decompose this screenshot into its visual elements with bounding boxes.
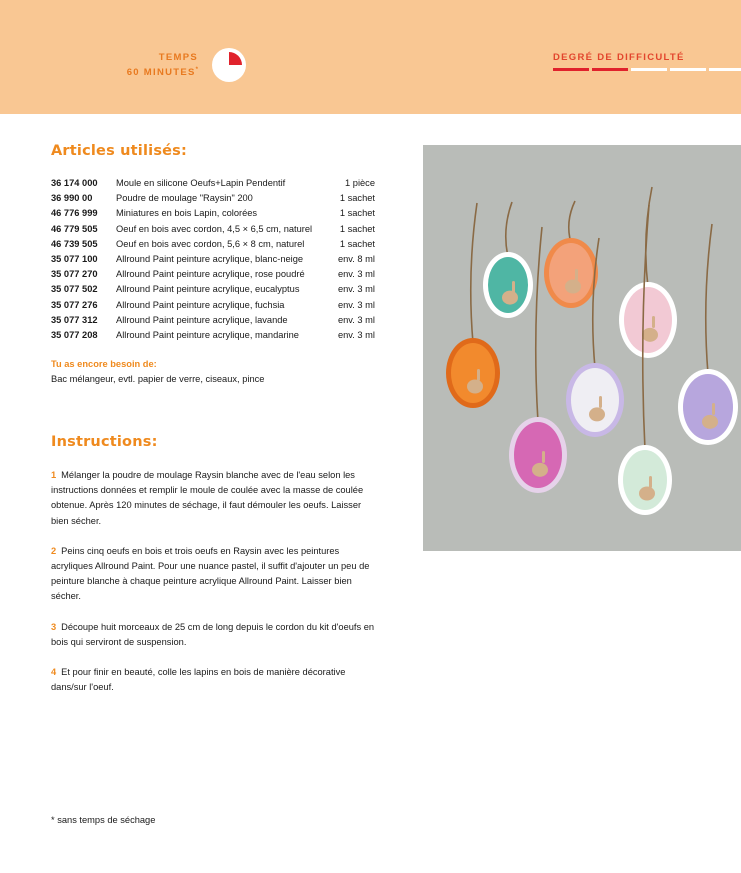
header-band [0, 0, 741, 114]
article-desc: Allround Paint peinture acrylique, eucalyptus [116, 284, 300, 295]
difficulty-label: DEGRÉ DE DIFFICULTÉ [553, 52, 685, 63]
article-desc: Allround Paint peinture acrylique, blanc-neige [116, 254, 304, 265]
article-code: 36 174 000 [51, 178, 98, 188]
clock-icon [212, 48, 246, 82]
article-code: 35 077 208 [51, 330, 98, 341]
article-row [51, 282, 375, 297]
article-desc: Allround Paint peinture acrylique, mandarine [116, 330, 299, 341]
instruction-step [51, 665, 377, 695]
article-code: 35 077 270 [51, 269, 98, 280]
difficulty-bar [631, 68, 667, 71]
article-qty: env. 3 ml [337, 314, 375, 325]
article-code: 35 077 276 [51, 299, 98, 310]
article-qty: env. 3 ml [337, 299, 375, 310]
difficulty-bar [670, 68, 706, 71]
article-row [51, 267, 375, 282]
instruction-step [51, 544, 377, 605]
article-desc: Miniatures en bois Lapin, colorées [116, 208, 258, 219]
article-desc: Allround Paint peinture acrylique, rose poudré [116, 269, 305, 280]
step-text: Mélanger la poudre de moulage Raysin blanche avec de l'eau selon les instructions données et remplir le moule de coulée avec la masse de coulée obtenue. Après 120 minutes de séchage, il faut démouler les oeufs. Laisser bien sécher. [51, 470, 364, 526]
difficulty-meter [553, 68, 741, 71]
article-code: 46 776 999 [51, 208, 98, 219]
difficulty-bar [592, 68, 628, 71]
step-text: Découpe huit morceaux de 25 cm de long depuis le cordon du kit d'oeufs en bois qui serviront de suspension. [51, 621, 375, 647]
article-desc: Oeuf en bois avec cordon, 5,6 × 8 cm, naturel [116, 238, 305, 249]
time-info [100, 52, 198, 79]
article-row [51, 313, 375, 328]
article-qty: env. 3 ml [337, 284, 375, 295]
article-desc: Poudre de moulage "Raysin" 200 [116, 193, 253, 204]
article-row [51, 176, 375, 191]
article-row [51, 237, 375, 252]
time-value: 60 MINUTES [126, 67, 196, 79]
article-code: 35 077 312 [51, 314, 98, 325]
article-row [51, 191, 375, 206]
needed-title: Tu as encore besoin de: [51, 359, 157, 369]
footnote: * sans temps de séchage [51, 815, 156, 825]
article-row [51, 206, 375, 221]
instruction-step [51, 620, 377, 650]
article-code: 35 077 502 [51, 284, 98, 295]
article-code: 36 990 00 [51, 193, 93, 204]
article-qty: 1 pièce [345, 178, 375, 188]
step-number: 4 [51, 667, 57, 678]
article-code: 46 779 505 [51, 223, 98, 234]
article-qty: 1 sachet [339, 193, 375, 204]
article-qty: env. 3 ml [337, 330, 375, 341]
instructions-list [51, 468, 377, 710]
article-qty: 1 sachet [339, 223, 375, 234]
article-qty: env. 3 ml [337, 269, 375, 280]
step-number: 3 [51, 621, 57, 632]
instruction-step [51, 468, 377, 529]
article-row [51, 222, 375, 237]
article-row [51, 252, 375, 267]
easter-eggs-photo [423, 145, 741, 551]
article-desc: Allround Paint peinture acrylique, lavande [116, 314, 288, 325]
difficulty-bar [553, 68, 589, 71]
time-label: TEMPS [158, 52, 198, 63]
article-desc: Moule en silicone Oeufs+Lapin Pendentif [116, 178, 286, 188]
articles-title: Articles utilisés: [51, 143, 188, 159]
article-code: 46 739 505 [51, 238, 98, 249]
step-number: 1 [51, 470, 57, 480]
time-asterisk: * [195, 67, 198, 73]
step-text: Peins cinq oeufs en bois et trois oeufs en Raysin avec les peintures acryliques Allround Paint. Pour une nuance pastel, il suffit d'ajouter un peu de peinture blanche à chaque peinture acrylique Allround Paint. Laisser bien sécher. [51, 545, 370, 602]
articles-list [51, 176, 375, 343]
difficulty-bar [709, 68, 741, 71]
step-text: Et pour finir en beauté, colle les lapins en bois de manière décorative dans/sur l'oeuf. [51, 667, 346, 693]
needed-text: Bac mélangeur, evtl. papier de verre, ciseaux, pince [51, 374, 265, 384]
article-qty: env. 8 ml [337, 254, 375, 265]
article-desc: Oeuf en bois avec cordon, 4,5 × 6,5 cm, naturel [116, 223, 313, 234]
article-row [51, 298, 375, 313]
article-code: 35 077 100 [51, 254, 98, 265]
instructions-title: Instructions: [51, 434, 158, 450]
article-qty: 1 sachet [339, 238, 375, 249]
article-qty: 1 sachet [339, 208, 375, 219]
article-desc: Allround Paint peinture acrylique, fuchsia [116, 299, 285, 310]
article-row [51, 328, 375, 343]
step-number: 2 [51, 545, 57, 556]
